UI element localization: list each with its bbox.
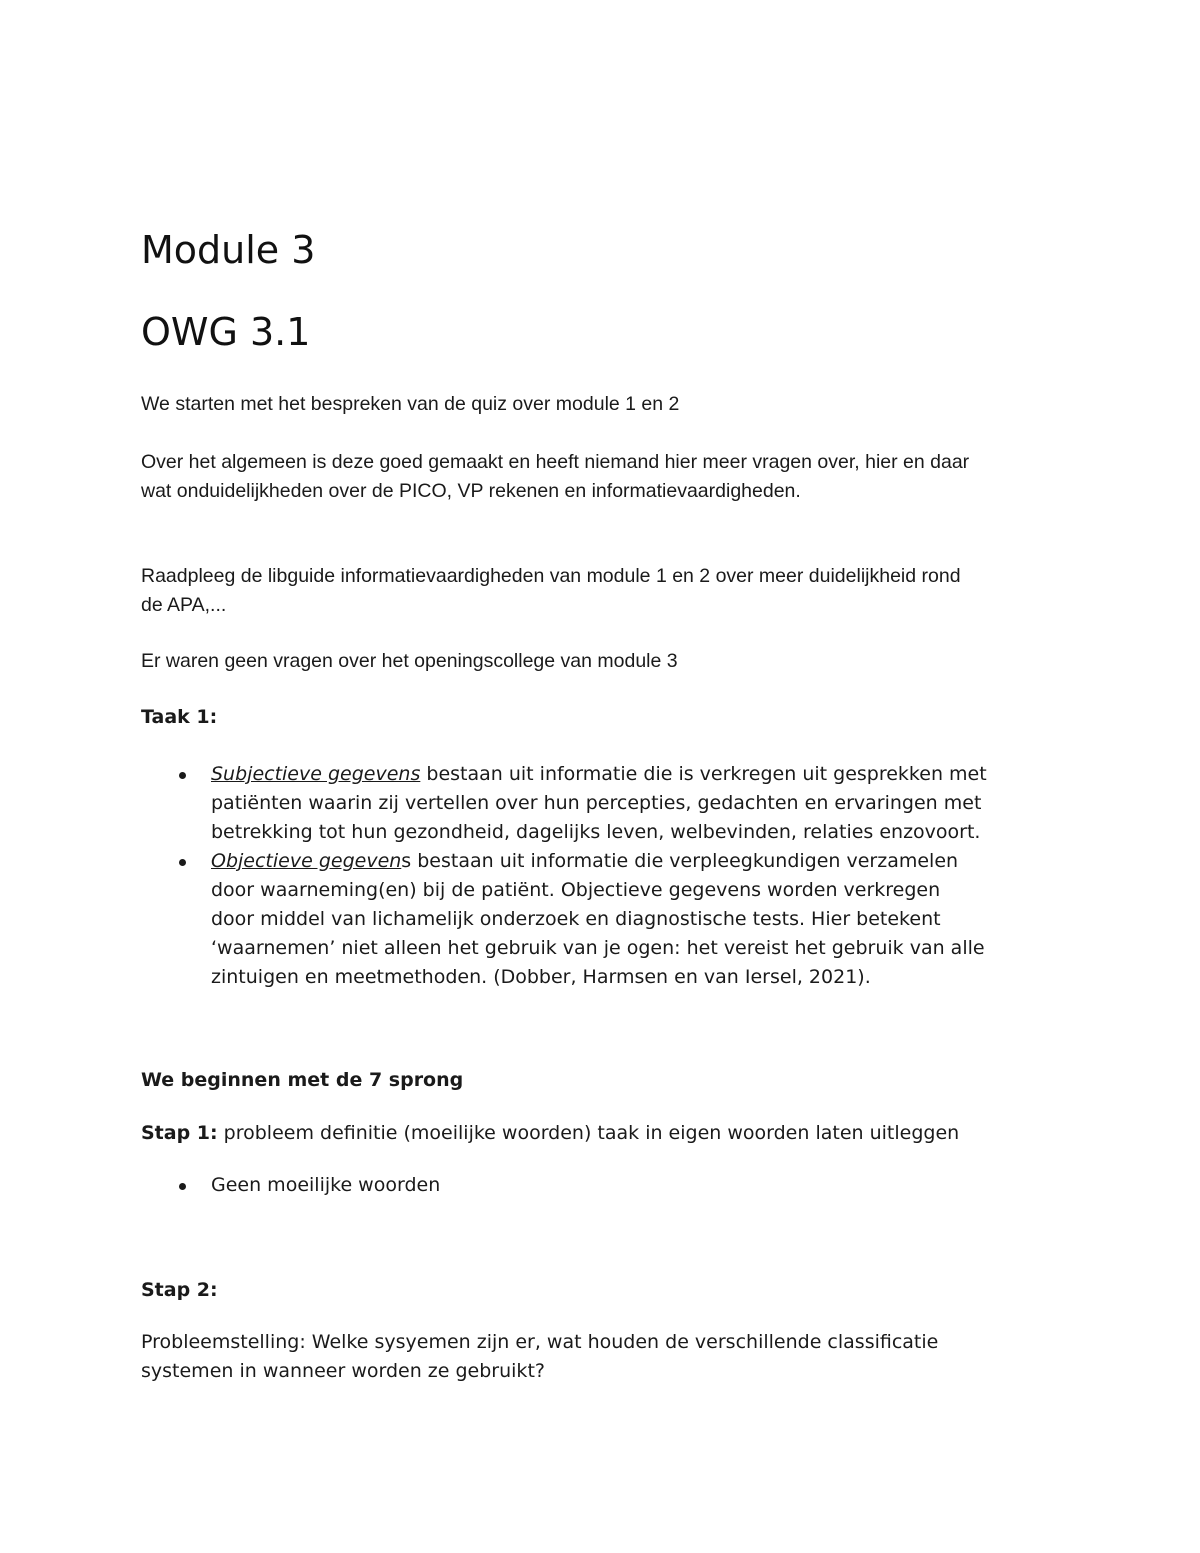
list-item-line: Geen moeilijke woorden (211, 1174, 441, 1196)
document-subtitle: OWG 3.1 (141, 310, 311, 354)
libguide-paragraph (141, 562, 961, 620)
step2-heading: Stap 2: (141, 1279, 218, 1301)
task1-list (141, 760, 987, 992)
problem-statement-paragraph (141, 1328, 938, 1386)
task1-heading: Taak 1: (141, 706, 218, 728)
paragraph-line: Over het algemeen is deze goed gemaakt en heeft niemand hier meer vragen over, hier en daar (141, 451, 970, 473)
paragraph-line: de APA,... (141, 594, 227, 616)
step1-text: probleem definitie (moeilijke woorden) taak in eigen woorden laten uitleggen (217, 1122, 960, 1144)
term-subjectieve-gegevens: Subjectieve gegevens (211, 763, 421, 785)
list-item-line: door middel van lichamelijk onderzoek en diagnostische tests. Hier betekent (211, 908, 941, 930)
list-item-line: Subjectieve gegevens bestaan uit informatie die is verkregen uit gesprekken met (211, 763, 987, 785)
step1-paragraph (141, 1119, 959, 1148)
seven-jump-heading: We beginnen met de 7 sprong (141, 1069, 464, 1091)
list-item-line: ‘waarnemen’ niet alleen het gebruik van je ogen: het vereist het gebruik van alle (211, 937, 985, 959)
list-item-line: Objectieve gegevens bestaan uit informatie die verpleegkundigen verzamelen (211, 850, 959, 872)
step1-list (141, 1171, 440, 1200)
list-item (141, 1171, 440, 1200)
term-objectieve-gegevens: Objectieve gegeven (211, 850, 402, 872)
list-item-line: door waarneming(en) bij de patiënt. Objectieve gegevens worden verkregen (211, 879, 941, 901)
paragraph-line: Probleemstelling: Welke sysyemen zijn er, wat houden de verschillende classificatie (141, 1331, 939, 1353)
document-title: Module 3 (141, 228, 316, 272)
no-questions-paragraph: Er waren geen vragen over het openingscollege van module 3 (141, 650, 678, 672)
list-item-line: patiënten waarin zij vertellen over hun percepties, gedachten en ervaringen met (211, 792, 982, 814)
bullet-icon (179, 772, 186, 779)
bullet-icon (179, 859, 186, 866)
list-item-line: zintuigen en meetmethoden. (Dobber, Harmsen en van Iersel, 2021). (211, 966, 871, 988)
paragraph-line: wat onduidelijkheden over de PICO, VP rekenen en informatievaardigheden. (141, 480, 801, 502)
bullet-icon (179, 1183, 186, 1190)
list-item-line: betrekking tot hun gezondheid, dagelijks leven, welbevinden, relaties enzovoort. (211, 821, 981, 843)
list-item (141, 760, 987, 847)
paragraph-line: Raadpleeg de libguide informatievaardigheden van module 1 en 2 over meer duidelijkheid rond (141, 565, 961, 587)
list-item (141, 847, 987, 992)
quiz-feedback-paragraph (141, 448, 969, 506)
paragraph-line: systemen in wanneer worden ze gebruikt? (141, 1360, 545, 1382)
step1-label: Stap 1: (141, 1122, 218, 1144)
intro-paragraph: We starten met het bespreken van de quiz over module 1 en 2 (141, 393, 680, 415)
